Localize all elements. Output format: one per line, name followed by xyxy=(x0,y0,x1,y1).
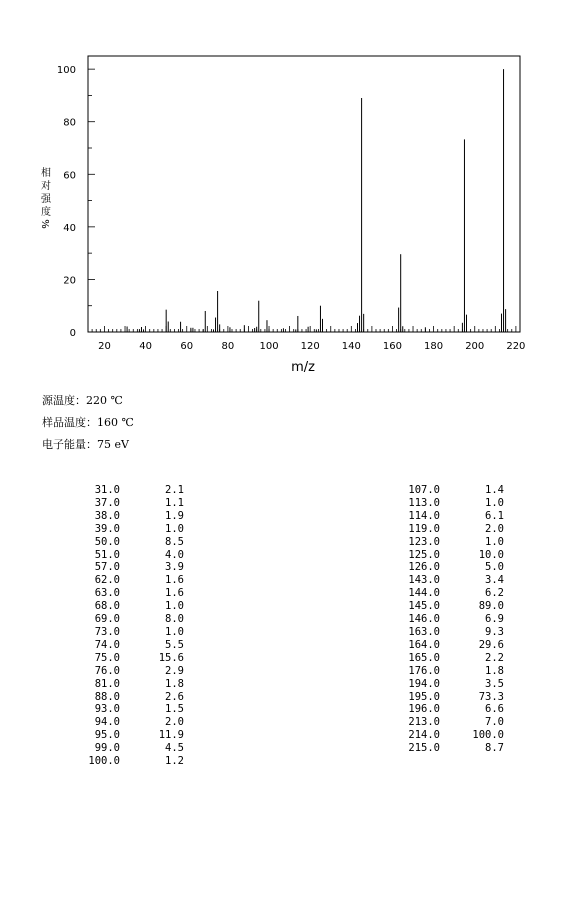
peak-row xyxy=(80,626,184,639)
intensity-value: 10.0 xyxy=(478,548,504,561)
x-tick-label: 20 xyxy=(98,341,111,352)
intensity-value: 1.0 xyxy=(165,625,184,638)
mass-spectrum-chart xyxy=(0,0,570,380)
peak-row xyxy=(400,652,504,665)
intensity-value: 73.3 xyxy=(478,690,504,703)
peak-row xyxy=(80,755,184,768)
intensity-value: 6.1 xyxy=(485,509,504,522)
mz-value: 214.0 xyxy=(408,729,440,742)
intensity-value: 2.1 xyxy=(165,484,184,496)
intensity-value: 100.0 xyxy=(472,729,504,742)
mz-value: 76.0 xyxy=(94,664,120,677)
mz-value: 164.0 xyxy=(408,638,440,651)
source-temperature: 源温度：220 ℃ xyxy=(42,394,123,407)
mz-value: 75.0 xyxy=(94,651,120,664)
mz-value: 107.0 xyxy=(408,484,440,496)
x-tick-label: 160 xyxy=(382,341,403,352)
mz-value: 114.0 xyxy=(408,509,440,522)
x-tick-label: 140 xyxy=(341,341,361,352)
mz-value: 125.0 xyxy=(408,548,440,561)
peak-row xyxy=(80,587,184,600)
y-tick-label: 40 xyxy=(63,222,76,234)
peak-row xyxy=(80,536,184,549)
peak-row xyxy=(400,678,504,691)
peak-row xyxy=(400,729,504,742)
mz-value: 119.0 xyxy=(408,522,440,535)
mz-value: 39.0 xyxy=(94,522,120,535)
electron-energy: 电子能量：75 eV xyxy=(42,438,129,451)
mz-value: 126.0 xyxy=(408,561,440,574)
peak-row xyxy=(400,742,504,755)
mz-value: 68.0 xyxy=(94,600,120,613)
peak-row xyxy=(400,716,504,729)
mz-value: 215.0 xyxy=(408,742,440,755)
intensity-value: 2.9 xyxy=(165,664,184,677)
mz-value: 51.0 xyxy=(94,548,120,561)
peak-row xyxy=(400,484,504,497)
y-axis-label-char: 相 xyxy=(41,168,51,179)
peak-row xyxy=(80,561,184,574)
mz-value: 62.0 xyxy=(94,574,120,587)
peak-table-right xyxy=(400,484,504,755)
peak-row xyxy=(80,665,184,678)
mz-value: 100.0 xyxy=(88,755,120,768)
peak-row xyxy=(400,703,504,716)
y-axis-label-char: % xyxy=(39,219,50,229)
intensity-value: 1.5 xyxy=(165,703,184,716)
mz-value: 143.0 xyxy=(408,574,440,587)
peak-row xyxy=(400,574,504,587)
x-axis-label: m/z xyxy=(291,360,315,375)
peak-row xyxy=(400,600,504,613)
intensity-value: 8.0 xyxy=(165,613,184,626)
intensity-value: 1.9 xyxy=(165,509,184,522)
peak-row xyxy=(400,665,504,678)
intensity-value: 15.6 xyxy=(158,651,184,664)
mz-value: 73.0 xyxy=(94,625,120,638)
intensity-value: 3.4 xyxy=(485,574,504,587)
mz-value: 113.0 xyxy=(408,496,440,509)
mz-value: 123.0 xyxy=(408,535,440,548)
intensity-value: 5.0 xyxy=(485,561,504,574)
x-tick-label: 80 xyxy=(221,341,235,352)
peak-row xyxy=(400,691,504,704)
y-tick-label: 80 xyxy=(63,117,76,129)
sample-temperature: 样品温度：160 ℃ xyxy=(42,416,134,429)
mz-value: 213.0 xyxy=(408,716,440,729)
intensity-value: 11.9 xyxy=(158,729,184,742)
peak-row xyxy=(400,639,504,652)
intensity-value: 2.2 xyxy=(485,651,504,664)
peak-row xyxy=(80,639,184,652)
mz-value: 196.0 xyxy=(408,703,440,716)
peak-row xyxy=(80,600,184,613)
x-tick-label: 200 xyxy=(465,341,485,352)
intensity-value: 8.7 xyxy=(485,742,504,755)
intensity-value: 5.5 xyxy=(165,638,184,651)
mz-value: 194.0 xyxy=(408,677,440,690)
intensity-value: 2.0 xyxy=(485,522,504,535)
intensity-value: 1.0 xyxy=(485,535,504,548)
mz-value: 146.0 xyxy=(408,613,440,626)
spectrum-peaks xyxy=(127,69,506,332)
intensity-value: 29.6 xyxy=(478,638,504,651)
peak-row xyxy=(400,510,504,523)
intensity-value: 4.5 xyxy=(165,742,184,755)
mz-value: 38.0 xyxy=(94,509,120,522)
peak-row xyxy=(80,523,184,536)
y-axis-label-char: 对 xyxy=(41,181,51,192)
mz-value: 63.0 xyxy=(94,587,120,600)
peak-row xyxy=(80,549,184,562)
intensity-value: 1.1 xyxy=(165,496,184,509)
y-axis-label xyxy=(39,166,52,229)
peak-row xyxy=(80,742,184,755)
intensity-value: 9.3 xyxy=(485,625,504,638)
intensity-value: 6.2 xyxy=(485,587,504,600)
peak-row xyxy=(80,497,184,510)
x-tick-label: 120 xyxy=(300,341,320,352)
intensity-value: 1.8 xyxy=(485,664,504,677)
intensity-value: 6.9 xyxy=(485,613,504,626)
y-tick-label: 100 xyxy=(56,65,76,77)
y-axis-label-char: 强 xyxy=(41,194,51,205)
intensity-value: 1.0 xyxy=(165,522,184,535)
peak-row xyxy=(400,549,504,562)
intensity-value: 1.4 xyxy=(485,484,504,496)
peak-row xyxy=(80,703,184,716)
mz-value: 165.0 xyxy=(408,651,440,664)
intensity-value: 3.5 xyxy=(485,677,504,690)
mz-value: 69.0 xyxy=(94,613,120,626)
mz-value: 163.0 xyxy=(408,625,440,638)
mz-value: 93.0 xyxy=(94,703,120,716)
mz-value: 95.0 xyxy=(94,729,120,742)
plot-frame xyxy=(88,56,520,332)
mz-value: 176.0 xyxy=(408,664,440,677)
x-tick-label: 220 xyxy=(506,341,526,352)
peak-row xyxy=(400,626,504,639)
intensity-value: 89.0 xyxy=(478,600,504,613)
peak-row xyxy=(400,497,504,510)
peak-row xyxy=(80,729,184,742)
intensity-value: 6.6 xyxy=(485,703,504,716)
peak-row xyxy=(80,652,184,665)
intensity-value: 1.6 xyxy=(165,587,184,600)
y-tick-label: 20 xyxy=(63,275,76,287)
x-tick-label: 40 xyxy=(139,341,152,352)
peak-row xyxy=(400,523,504,536)
y-axis-label-char: 度 xyxy=(41,207,51,218)
mz-value: 144.0 xyxy=(408,587,440,600)
intensity-value: 4.0 xyxy=(165,548,184,561)
y-tick-label: 0 xyxy=(69,328,76,339)
y-tick-label: 60 xyxy=(63,170,76,182)
peak-row xyxy=(80,716,184,729)
peak-row xyxy=(400,561,504,574)
peak-row xyxy=(80,574,184,587)
peak-row xyxy=(80,613,184,626)
mz-value: 88.0 xyxy=(94,690,120,703)
intensity-value: 7.0 xyxy=(485,716,504,729)
mz-value: 31.0 xyxy=(94,484,120,496)
intensity-value: 8.5 xyxy=(165,535,184,548)
intensity-value: 3.9 xyxy=(165,561,184,574)
peak-row xyxy=(80,484,184,497)
mz-value: 99.0 xyxy=(94,742,120,755)
peak-row xyxy=(80,510,184,523)
intensity-value: 2.6 xyxy=(165,690,184,703)
intensity-value: 1.2 xyxy=(165,755,184,768)
x-tick-label: 100 xyxy=(259,341,279,352)
mz-value: 57.0 xyxy=(94,561,120,574)
mz-value: 37.0 xyxy=(94,496,120,509)
peak-row xyxy=(400,587,504,600)
peak-row xyxy=(400,613,504,626)
intensity-value: 1.0 xyxy=(165,600,184,613)
peak-row xyxy=(400,536,504,549)
mz-value: 74.0 xyxy=(94,638,120,651)
mz-value: 195.0 xyxy=(408,690,440,703)
mz-value: 145.0 xyxy=(408,600,440,613)
peak-table-left xyxy=(80,484,184,768)
intensity-value: 2.0 xyxy=(165,716,184,729)
mz-value: 81.0 xyxy=(94,677,120,690)
x-tick-label: 60 xyxy=(180,341,194,352)
intensity-value: 1.6 xyxy=(165,574,184,587)
peak-row xyxy=(80,678,184,691)
axis-ticks xyxy=(57,65,526,352)
intensity-value: 1.8 xyxy=(165,677,184,690)
mz-value: 94.0 xyxy=(94,716,120,729)
x-tick-label: 180 xyxy=(424,341,444,352)
peak-row xyxy=(80,691,184,704)
mz-value: 50.0 xyxy=(94,535,120,548)
intensity-value: 1.0 xyxy=(485,496,504,509)
